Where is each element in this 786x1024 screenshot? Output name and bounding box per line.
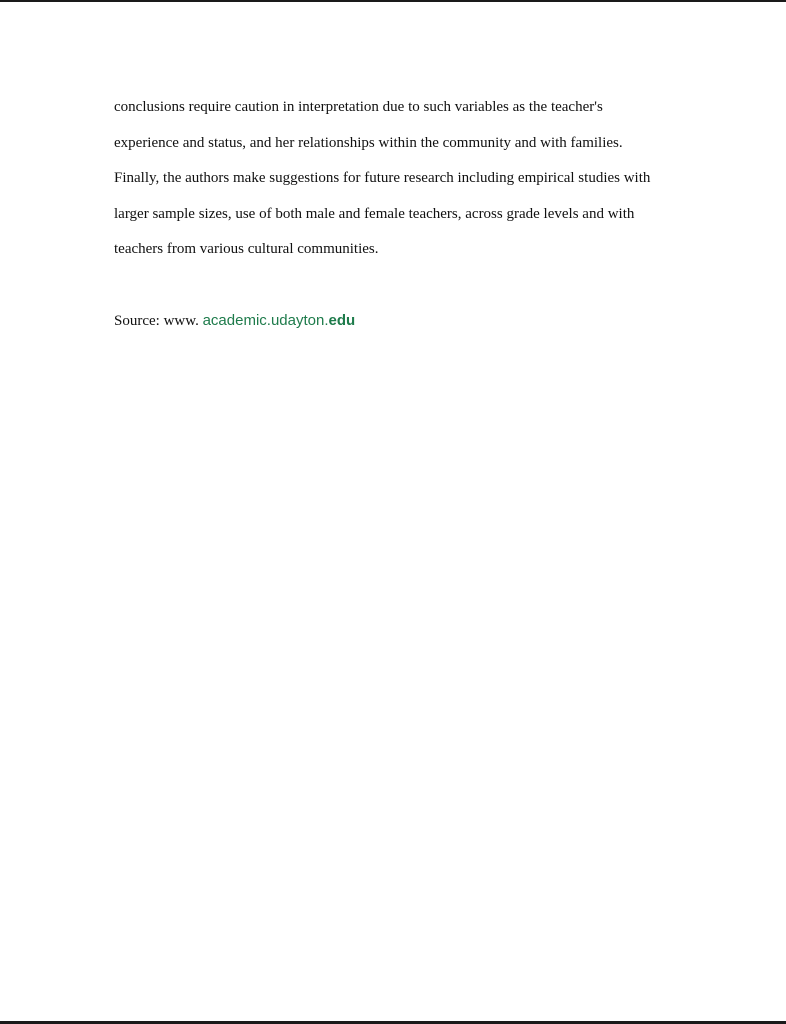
paragraph-line: experience and status, and her relationships within the community and with families.	[114, 134, 623, 151]
document-page	[114, 90, 694, 339]
source-prefix: Source: www.	[114, 312, 199, 329]
top-border	[0, 0, 786, 2]
source-citation	[114, 303, 694, 340]
source-link-tld: edu	[328, 311, 356, 329]
paragraph-line: conclusions require caution in interpretation due to such variables as the teacher's	[114, 99, 603, 115]
body-paragraph	[114, 90, 694, 268]
paragraph-line: Finally, the authors make suggestions for future research including empirical studies with	[114, 170, 651, 186]
paragraph-line: larger sample sizes, use of both male and female teachers, across grade levels and with	[114, 205, 635, 222]
paragraph-line: teachers from various cultural communities.	[114, 241, 379, 257]
source-link[interactable]	[203, 312, 356, 329]
source-link-domain: academic.udayton.	[202, 311, 329, 329]
